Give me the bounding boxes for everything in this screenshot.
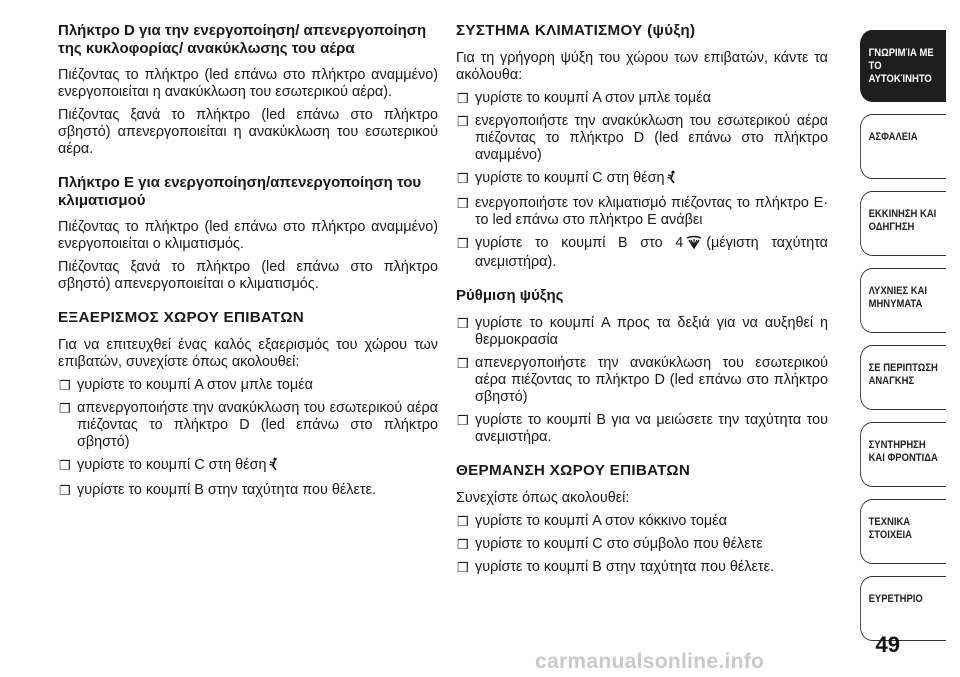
paragraph: Πιέζοντας ξανά το πλήκτρο (led επάνω στο πλήκτρο σβηστό) απενεργοποιείται η ανακύκλωση του εσωτερικού αέρα.	[58, 107, 438, 157]
list-item: ❒ γυρίστε το κουμπί A προς τα δεξιά για να αυξηθεί η θερμοκρασία	[457, 314, 828, 348]
list-item: ❒ γυρίστε το κουμπί C στη θέση	[58, 457, 438, 476]
checkbox-bullet-icon: ❒	[457, 196, 469, 211]
list-item: ❒ γυρίστε το κουμπί B στην ταχύτητα που θέλετε.	[59, 482, 377, 498]
section-title-recirculation-button: Πλήκτρο D για την ενεργοποίηση/ απενεργοποίηση της κυκλοφορίας/ ανακύκλωσης του αέρα	[58, 22, 427, 57]
face-vent-icon	[667, 170, 677, 189]
tab-technical-data[interactable]: ΤΕΧΝΙΚΑ ΣΤΟΙΧΕΙΑ	[860, 499, 946, 564]
list-item: ❒ γυρίστε το κουμπί C στο σύμβολο που θέλετε	[457, 535, 763, 552]
checkbox-bullet-icon: ❒	[457, 559, 469, 575]
checkbox-bullet-icon: ❒	[59, 458, 71, 473]
face-vent-icon	[269, 457, 279, 476]
checkbox-bullet-icon: ❒	[59, 378, 71, 393]
tab-getting-to-know-car[interactable]: ΓΝΩΡΙΜΊΑ ΜΕ ΤΟ ΑΥΤΟΚΊΝΗΤΟ	[860, 30, 946, 102]
checkbox-bullet-icon: ❒	[457, 114, 469, 129]
tab-starting-driving[interactable]: ΕΚΚΙΝΗΣΗ ΚΑΙ ΟΔΗΓΗΣΗ	[860, 191, 946, 256]
paragraph: Πιέζοντας το πλήκτρο (led επάνω στο πλήκτρο αναμμένο) ενεργοποιείται η ανακύκλωση του εσωτερικού αέρα).	[58, 67, 438, 100]
paragraph: Συνεχίστε όπως ακολουθεί:	[456, 489, 630, 506]
list-item: ❒ γυρίστε το κουμπί A στον κόκκινο τομέα	[457, 512, 727, 529]
checkbox-bullet-icon: ❒	[59, 401, 71, 416]
checkbox-bullet-icon: ❒	[457, 91, 469, 106]
paragraph: Πιέζοντας ξανά το πλήκτρο (led επάνω στο πλήκτρο σβηστό) απενεργοποιείται ο κλιματισμός.	[58, 259, 438, 292]
section-title-heating: ΘΕΡΜΑΝΣΗ ΧΩΡΟΥ ΕΠΙΒΑΤΩΝ	[456, 461, 691, 479]
chapter-tabs	[860, 30, 960, 653]
left-column	[58, 22, 438, 505]
list-item: ❒ γυρίστε το κουμπί B στην ταχύτητα που θέλετε.	[457, 558, 775, 575]
checkbox-bullet-icon: ❒	[457, 412, 469, 428]
list-item: ❒ γυρίστε το κουμπί A στον μπλε τομέα	[59, 377, 313, 393]
paragraph: Πιέζοντας το πλήκτρο (led επάνω στο πλήκτρο αναμμένο) ενεργοποιείται ο κλιματισμός.	[58, 219, 438, 252]
checkbox-bullet-icon: ❒	[59, 483, 71, 498]
max-fan-icon	[686, 235, 702, 254]
tab-warning-lights[interactable]: ΛΥΧΝΙΕΣ ΚΑΙ ΜΗΝΥΜΑΤΑ	[860, 268, 946, 333]
section-title-cooling-adjustment: Ρύθμιση ψύξης	[456, 287, 564, 304]
section-title-ac-button: Πλήκτρο E για ενεργοποίηση/απενεργοποίηση του κλιματισμού	[58, 174, 422, 209]
list-item: ❒ ενεργοποιήστε την ανακύκλωση του εσωτερικού αέρα πιέζοντας το πλήκτρο D (led επάνω στο πλήκτρο αναμμένο)	[457, 113, 828, 163]
tab-emergency[interactable]: ΣΕ ΠΕΡΙΠΤΩΣΗ ΑΝΑΓΚΗΣ	[860, 345, 946, 410]
list-item: ❒ απενεργοποιήστε την ανακύκλωση του εσωτερικού αέρα πιέζοντας το πλήκτρο D (led επάνω στο πλήκτρο σβηστό)	[457, 354, 828, 405]
checkbox-bullet-icon: ❒	[457, 171, 469, 186]
section-title-air-conditioning: ΣΥΣΤΗΜΑ ΚΛΙΜΑΤΙΣΜΟΥ (ψύξη)	[456, 22, 696, 39]
checkbox-bullet-icon: ❒	[457, 536, 469, 552]
list-item: ❒ γυρίστε το κουμπί C στη θέση	[456, 170, 828, 189]
paragraph: Για τη γρήγορη ψύξη του χώρου των επιβατών, κάντε τα ακόλουθα:	[456, 50, 828, 83]
tab-maintenance[interactable]: ΣΥΝΤΗΡΗΣΗ ΚΑΙ ΦΡΟΝΤΙΔΑ	[860, 422, 946, 487]
list-item: ❒ γυρίστε το κουμπί A στον μπλε τομέα	[457, 90, 711, 106]
section-title-ventilation: ΕΞΑΕΡΙΣΜΟΣ ΧΩΡΟΥ ΕΠΙΒΑΤΩΝ	[58, 309, 305, 326]
list-item: ❒ ενεργοποιήστε τον κλιματισμό πιέζοντας το πλήκτρο E· το led επάνω στο πλήκτρο E ανάβει	[457, 195, 828, 228]
right-column	[456, 22, 828, 582]
tab-index[interactable]: ΕΥΡΕΤΗΡΙΟ	[860, 576, 946, 641]
checkbox-bullet-icon: ❒	[457, 355, 469, 371]
checkbox-bullet-icon: ❒	[457, 236, 469, 251]
list-item: ❒ γυρίστε το κουμπί B για να μειώσετε την ταχύτητα του ανεμιστήρα.	[457, 411, 828, 445]
page-number: 49	[875, 632, 900, 657]
watermark-text: carmanualsonline.info	[535, 650, 765, 673]
tab-safety[interactable]: ΑΣΦΑΛΕΙΑ	[860, 114, 946, 179]
list-item: ❒ απενεργοποιήστε την ανακύκλωση του εσωτερικού αέρα πιέζοντας το πλήκτρο D (led επάνω στο πλήκτρο σβηστό)	[59, 400, 438, 450]
checkbox-bullet-icon: ❒	[457, 513, 469, 529]
checkbox-bullet-icon: ❒	[457, 315, 469, 331]
paragraph: Για να επιτευχθεί ένας καλός εξαερισμός του χώρου των επιβατών, συνεχίστε όπως ακολουθεί:	[58, 337, 438, 370]
list-item: ❒ γυρίστε το κουμπί B στο 4 (μέγιστη ταχύτητα ανεμιστήρα).	[457, 235, 828, 270]
